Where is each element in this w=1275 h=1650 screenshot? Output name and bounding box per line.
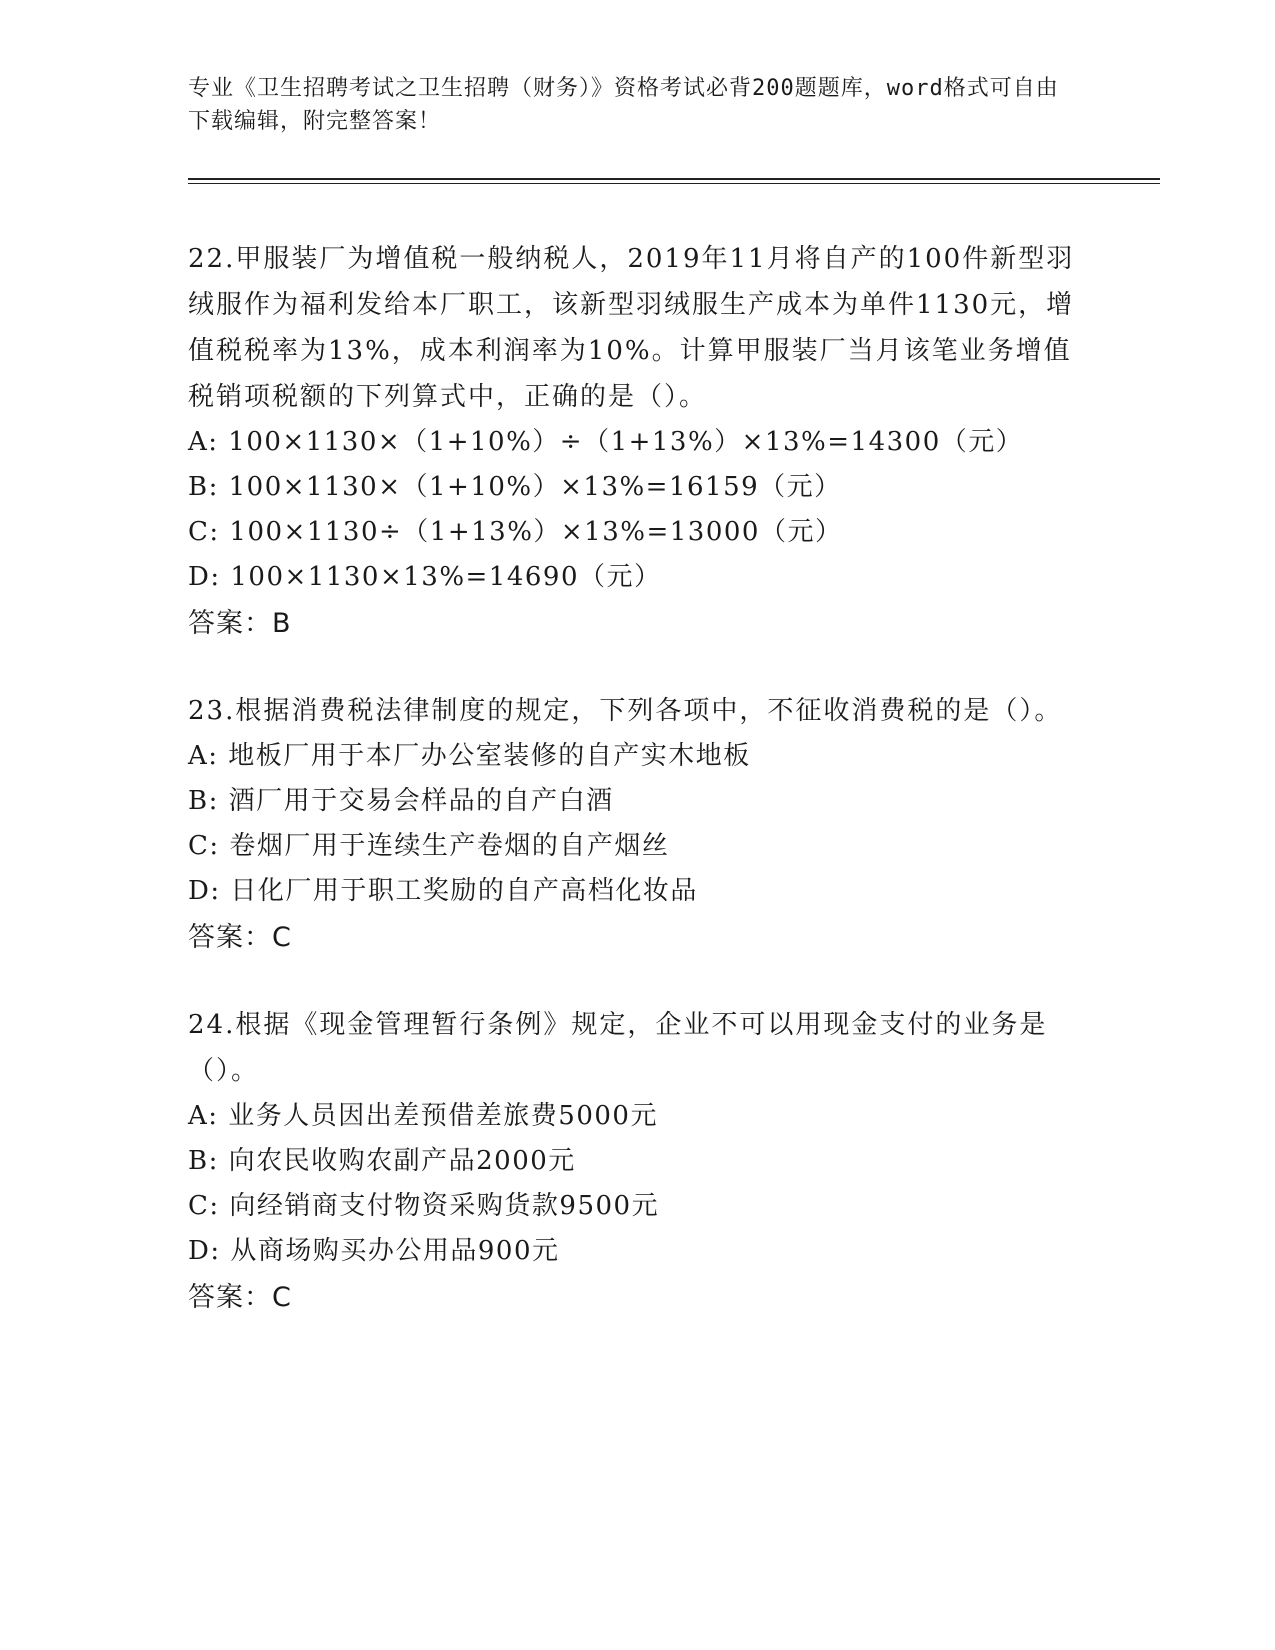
- option-a: A: 地板厂用于本厂办公室装修的自产实木地板: [188, 741, 751, 771]
- question-23: [188, 688, 1088, 962]
- header-divider-thin: [188, 183, 1160, 184]
- option-c: C: 卷烟厂用于连续生产卷烟的自产烟丝: [188, 831, 670, 861]
- answer: 答案：B: [188, 608, 292, 639]
- option-d: D: 日化厂用于职工奖励的自产高档化妆品: [188, 876, 698, 906]
- answer: 答案：C: [188, 1282, 292, 1313]
- option-a: A: 100×1130×（1+10%）÷（1+13%）×13%=14300（元）: [188, 427, 1024, 457]
- question-stem: 24.根据《现金管理暂行条例》规定，企业不可以用现金支付的业务是（）。: [188, 1010, 1048, 1086]
- option-b: B: 向农民收购农副产品2000元: [188, 1146, 576, 1176]
- option-c: C: 向经销商支付物资采购货款9500元: [188, 1191, 660, 1221]
- option-a: A: 业务人员因出差预借差旅费5000元: [188, 1101, 658, 1131]
- answer: 答案：C: [188, 922, 292, 953]
- document-header: 专业《卫生招聘考试之卫生招聘（财务）》资格考试必背200题题库，word格式可自由下载编辑，附完整答案！: [188, 76, 1059, 134]
- option-b: B: 100×1130×（1+10%）×13%=16159（元）: [188, 472, 842, 502]
- option-d: D: 100×1130×13%=14690（元）: [188, 562, 662, 592]
- question-list: [188, 236, 1088, 1362]
- option-d: D: 从商场购买办公用品900元: [188, 1236, 560, 1266]
- question-stem: 22.甲服装厂为增值税一般纳税人，2019年11月将自产的100件新型羽绒服作为福利发给本厂职工，该新型羽绒服生产成本为单件1130元，增值税税率为13%，成本利润率为10%。计算甲服装厂当月该笔业务增值税销项税额的下列算式中，正确的是（）。: [188, 244, 1075, 412]
- option-b: B: 酒厂用于交易会样品的自产白酒: [188, 786, 614, 816]
- header-divider-thick: [188, 178, 1160, 180]
- question-24: [188, 1002, 1088, 1322]
- question-stem: 23.根据消费税法律制度的规定，下列各项中，不征收消费税的是（）。: [188, 696, 1063, 726]
- question-22: [188, 236, 1088, 648]
- option-c: C: 100×1130÷（1+13%）×13%=13000（元）: [188, 517, 843, 547]
